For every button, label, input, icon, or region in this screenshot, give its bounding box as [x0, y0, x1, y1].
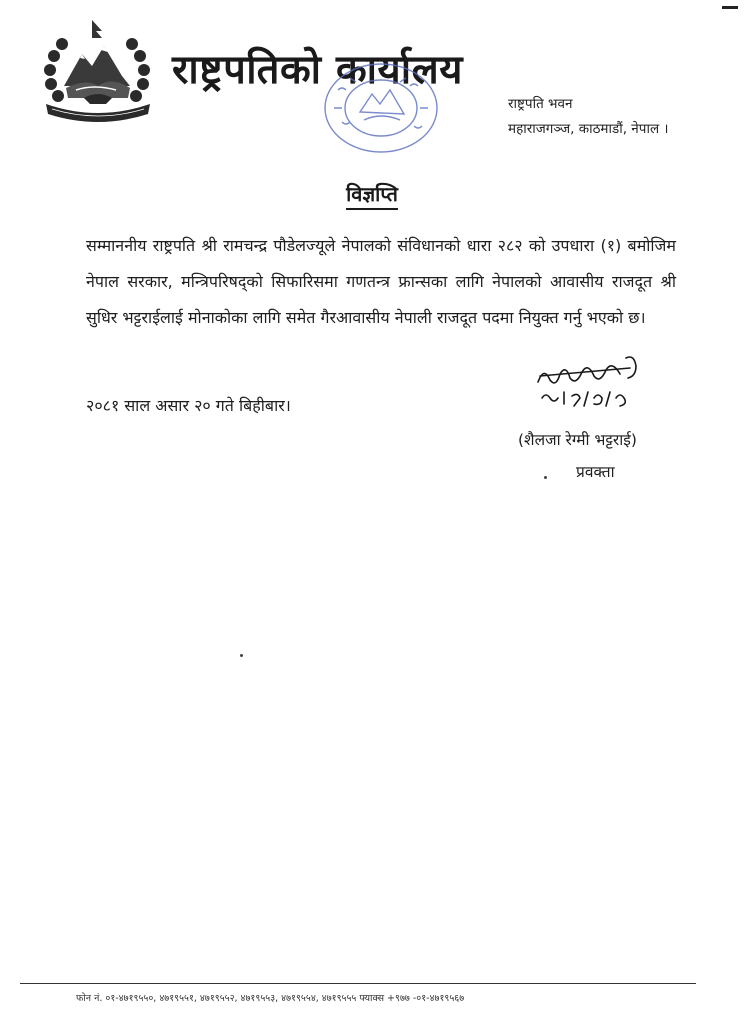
address-line-1: राष्ट्रपति भवन [508, 96, 573, 112]
notice-date: २०८१ साल असार २० गते बिहीबार। [86, 396, 291, 415]
signer-name: (शैलजा रेग्मी भट्टराई) [518, 431, 637, 449]
corner-mark [722, 6, 738, 9]
scan-speck [240, 654, 243, 657]
address-block [508, 92, 669, 142]
footer-rule [20, 983, 696, 984]
scan-speck [544, 476, 547, 479]
office-stamp-icon [320, 60, 442, 156]
address-line-2: महाराजगञ्ज, काठमाडौं, नेपाल । [508, 121, 669, 137]
notice-title [0, 180, 744, 207]
notice-body: सम्माननीय राष्ट्रपति श्री रामचन्द्र पौडेलज्यूले नेपालको संविधानको धारा २८२ को उपधारा (१) बमोजिम नेपाल सरकार, मन्त्रिपरिषद्को सिफारिसमा गणतन्त्र फ्रान्सका लागि नेपालको आवासीय राजदूत श्री सुधिर भट्टराईलाई मोनाकोका लागि समेत गैरआवासीय नेपाली राजदूत पदमा नियुक्त गर्नु भएको छ। [86, 236, 676, 327]
nepal-emblem-icon [36, 16, 160, 126]
signer-role: प्रवक्ता [576, 463, 615, 481]
handwritten-signature-icon [530, 352, 650, 416]
footer-contact: फोन नं. ०१-४७१९५५०, ४७१९५५१, ४७१९५५२, ४७१९५५३, ४७१९५५४, ४७१९५५५ फ्याक्स +९७७ -०१-४७१९५६७ [76, 993, 465, 1004]
notice-title-text: विज्ञप्ति [346, 182, 398, 210]
office-title: राष्ट्रपतिको कार्यालय [172, 47, 463, 93]
